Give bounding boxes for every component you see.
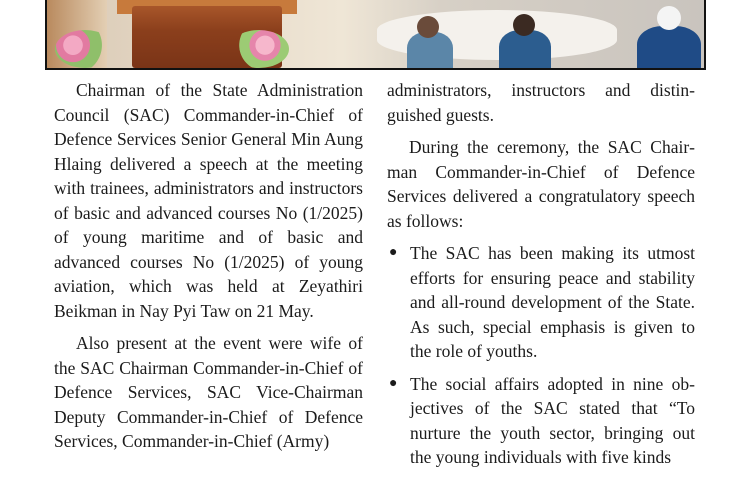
flowers-left [55, 30, 115, 68]
speech-point [387, 372, 695, 470]
bullet-icon: ● [389, 375, 398, 391]
article-paragraph-continued: administrators, instructors and distinguished guests. [387, 80, 695, 125]
guest-head [417, 16, 439, 38]
speech-point [387, 241, 695, 364]
guest-cap [657, 6, 681, 30]
guest-head [513, 14, 535, 36]
speech-point-text: The SAC has been making its utmost efforts for ensuring peace and stability and all-round development of the State. As such, special emphasis is given to the role of youths. [410, 243, 695, 361]
left-column [54, 78, 363, 462]
speech-points-list [387, 241, 695, 470]
event-photo [45, 0, 706, 70]
article-paragraph: Chairman of the State Administration Council (SAC) Commander-in-Chief of Defence Services Senior General Min Aung Hlaing delivered a speech at the meeting with trainees, administrators and instructors of basic and advanced courses No (1/2025) of young maritime and of basic and advanced courses No (1/2025) of young aviation, which was held at Zeyathiri Beikman in Nay Pyi Taw on 21 May. [54, 80, 363, 321]
speech-point-text: The social affairs adopted in nine objectives of the SAC stated that “To nurture the youth sector, bringing out the young individuals with five kinds [410, 373, 695, 467]
bullet-icon: ● [389, 245, 398, 260]
right-column [387, 78, 695, 478]
guest-figure [499, 30, 551, 70]
article-paragraph: Also present at the event were wife of the SAC Chairman Commander-in-Chief of Defence Services, SAC Vice-Chairman Deputy Commander-in-Chief of Defence Services, Commander-in-Chief (Army) [54, 333, 363, 451]
guest-figure [637, 26, 701, 70]
article-paragraph: During the ceremony, the SAC Chairman Commander-in-Chief of Defence Services delivered a congratulatory speech as follows: [387, 137, 695, 231]
flowers-right [229, 30, 289, 68]
